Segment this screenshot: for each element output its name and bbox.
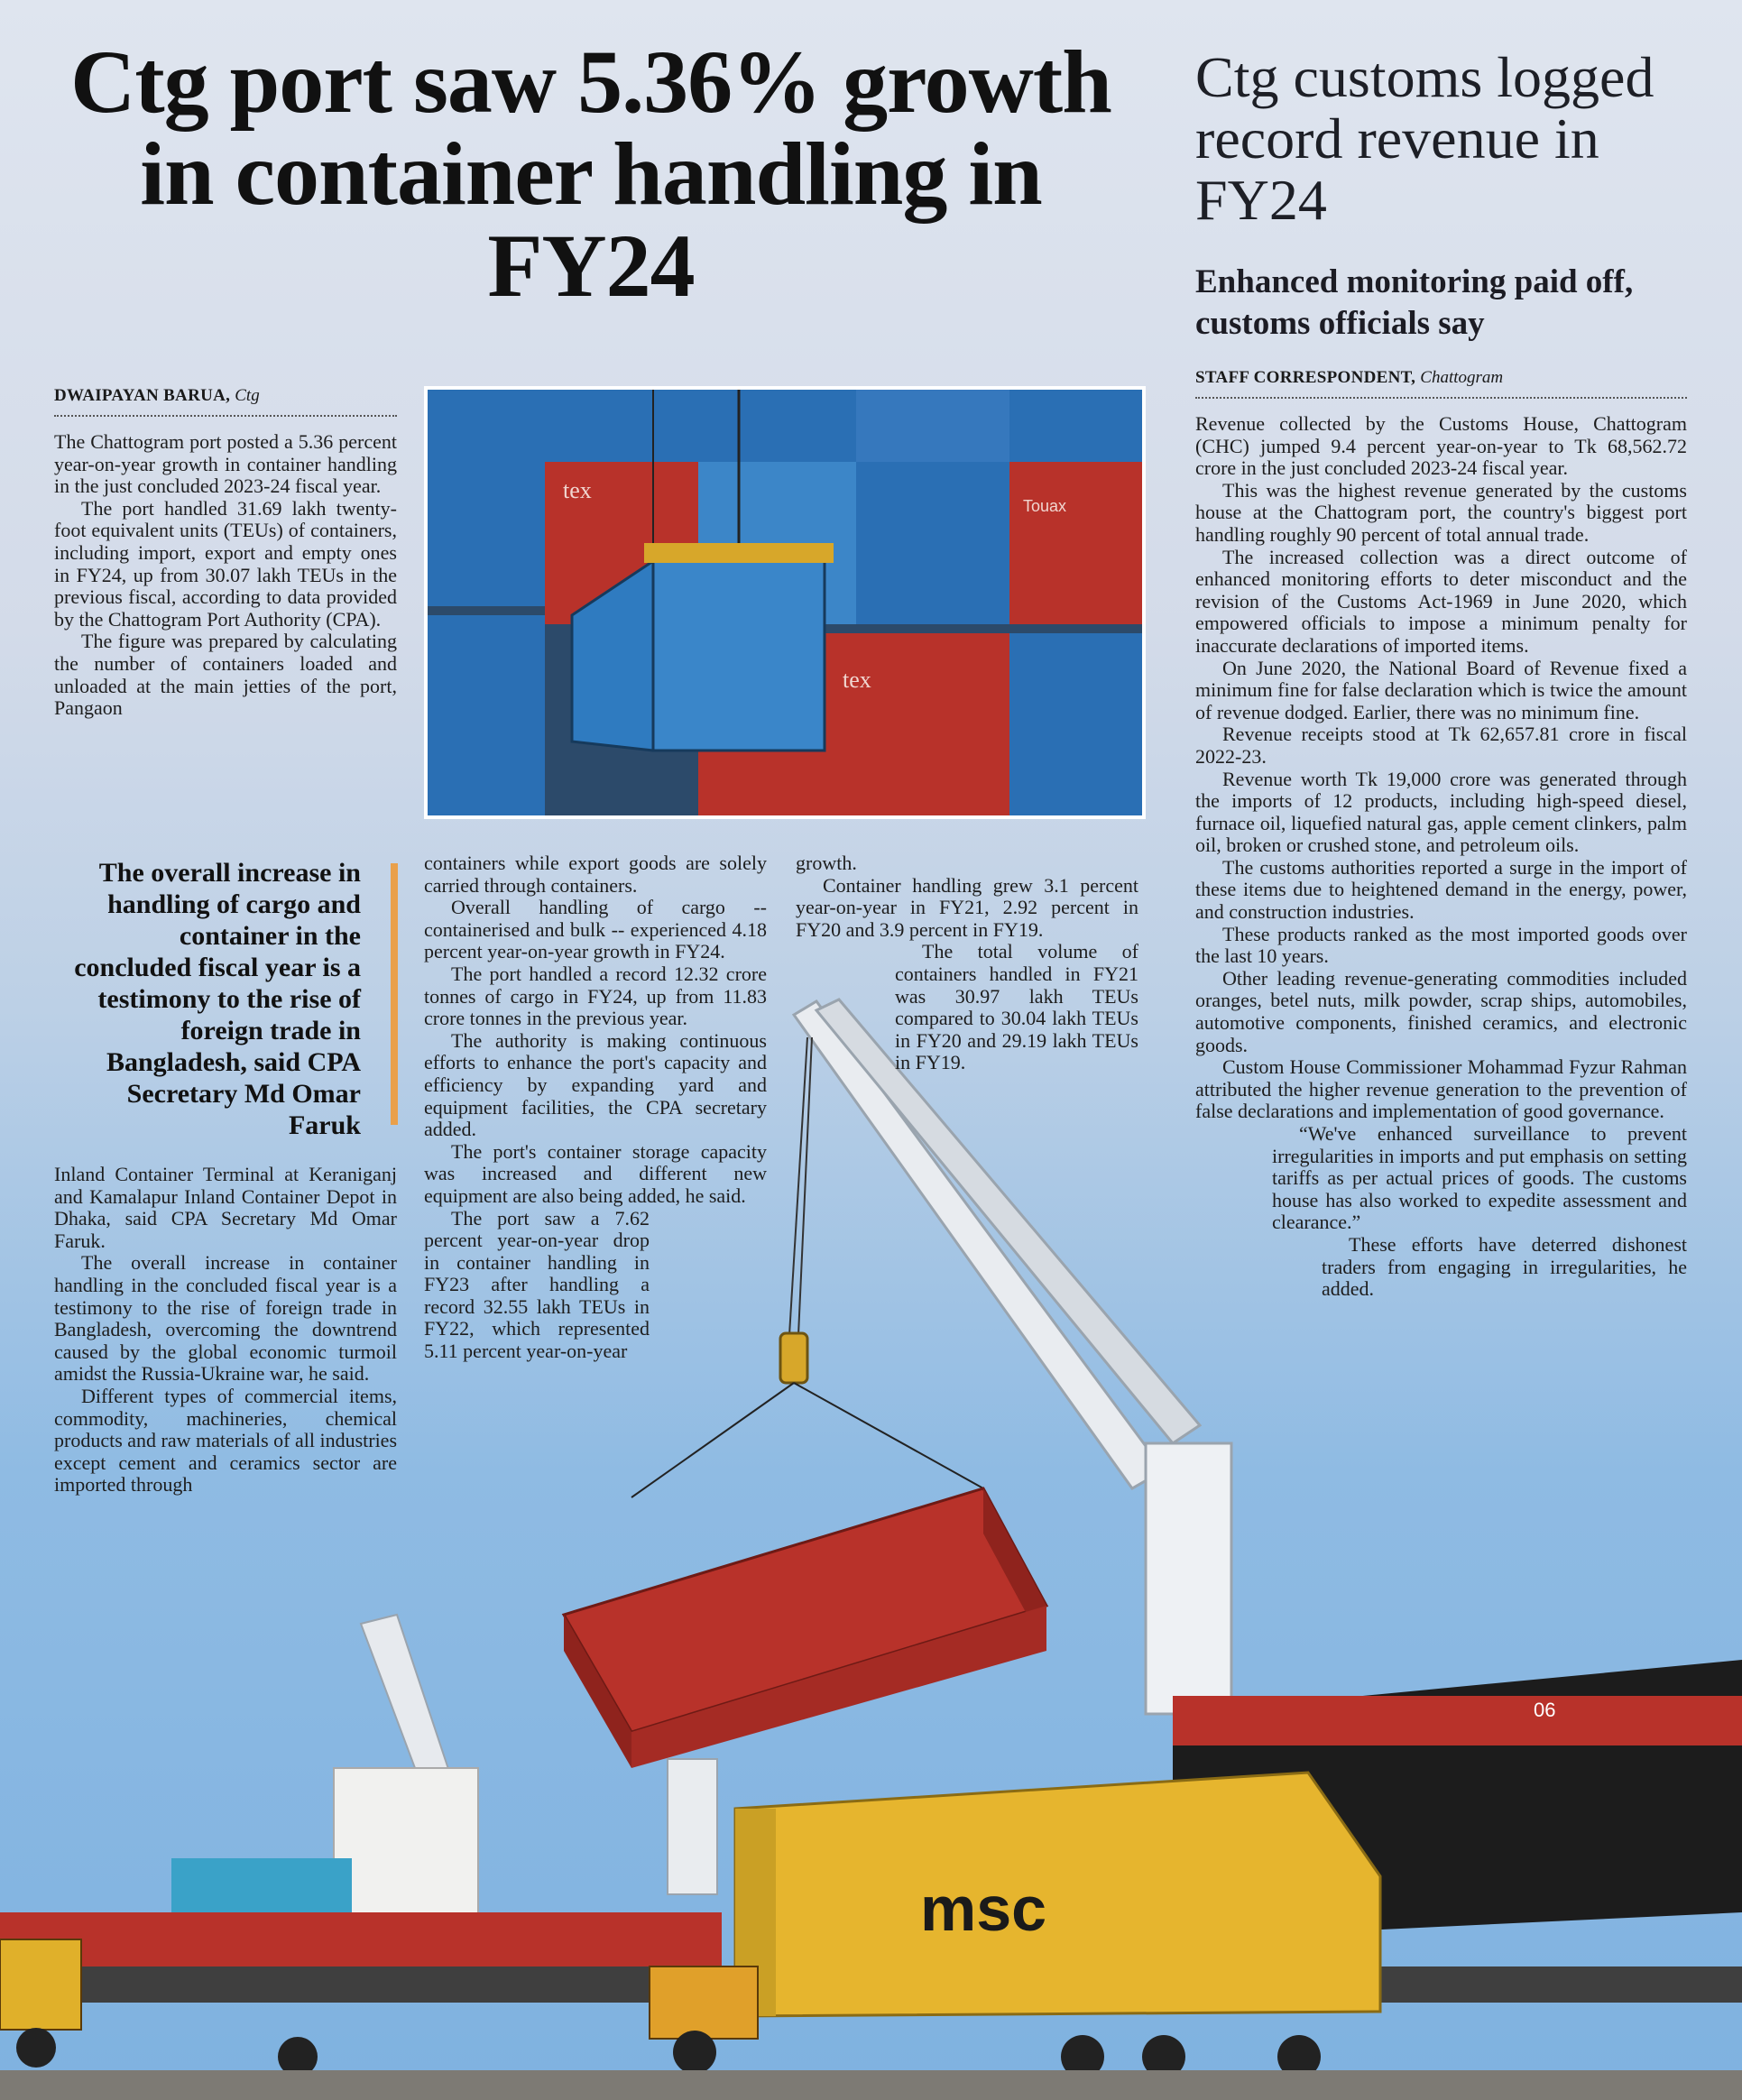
right-para: Custom House Commissioner Mohammad Fyzur Rahman attributed the higher revenue generation to the prevention of false declarations and implementation of good governance. xyxy=(1195,1055,1687,1123)
left-col1-para: Different types of commercial items, commodity, machineries, chemical products and raw materials of all industries except cement and ceramics sector are imported through xyxy=(54,1384,398,1497)
left-col1-para: The figure was prepared by calculating the number of containers loaded and unloaded at the main jetties of the port, Pangaon xyxy=(54,630,397,720)
left-col1-para: The overall increase in container handling in the concluded fiscal year is a testimony to the rise of foreign trade in Bangladesh, overcoming the downtrend caused by the global economic turmoil amidst the Russia-Ukraine war, he said. xyxy=(54,1251,397,1386)
secondary-subhead: Enhanced monitoring paid off, customs officials say xyxy=(1195,263,1634,342)
right-para: The increased collection was a direct outcome of enhanced monitoring efforts to deter misconduct and the revision of the Customs Act-1969 in June 2020, which empowered officials to impose a minimum penalty for inaccurate declarations of imported items. xyxy=(1195,545,1687,657)
right-para: On June 2020, the National Board of Revenue fixed a minimum fine for false declaration which is twice the amount of revenue dodged. Earlier, there was no minimum fine. xyxy=(1195,656,1687,723)
container-stack-photo xyxy=(424,386,1146,819)
secondary-headline: Ctg customs logged record revenue in FY24 xyxy=(1195,45,1654,232)
left-col3-para: growth. xyxy=(796,852,857,874)
left-col3-para: The total volume of containers handled in FY21 was 30.97 lakh TEUs compared to 30.04 lakh TEUs in FY20 and 29.19 lakh TEUs in FY19. xyxy=(895,940,1138,1074)
left-byline-place: Ctg xyxy=(235,386,260,405)
pull-quote: The overall increase in handling of cargo and container in the concluded fiscal year is a testimony to the rise of foreign trade in Bangladesh, said CPA Secretary Md Omar Faruk xyxy=(74,858,361,1140)
right-para: Revenue worth Tk 19,000 crore was generated through the imports of 12 products, including high-speed diesel, furnace oil, liquefied natural gas, apple cement clinkers, palm oil, broken or crushed stone, and petroleum oils. xyxy=(1195,767,1687,857)
right-para: The customs authorities reported a surge in the import of these items due to heightened demand in the energy, power, and construction industries. xyxy=(1195,855,1687,924)
right-para: This was the highest revenue generated by the customs house at the Chattogram port, the country's biggest port handling roughly 90 percent of total annual trade. xyxy=(1195,478,1687,546)
pull-quote-accent-bar xyxy=(391,863,398,1125)
left-byline-name: DWAIPAYAN BARUA, xyxy=(54,386,231,405)
right-byline xyxy=(1195,368,1503,388)
left-col2-para: The authority is making continuous efforts to enhance the port's capacity and efficiency by expanding yard and equipment facilities, the CPA secretary added. xyxy=(424,1028,767,1141)
container-brand-1: tex xyxy=(563,477,592,503)
main-headline: Ctg port saw 5.36% growth in container handling in FY24 xyxy=(70,32,1111,316)
right-para: Other leading revenue-generating commodities included oranges, betel nuts, milk powder, scrap ships, automobiles, automotive components, finished ceramics, and electronic goods. xyxy=(1195,966,1687,1056)
ship-number: 06 xyxy=(1534,1699,1556,1721)
right-para: “We've enhanced surveillance to prevent irregularities in imports and put emphasis on setting tariffs as per actual prices of goods. The customs house has also worked to expedite assessment and clearance.” xyxy=(1272,1122,1687,1234)
left-col2 xyxy=(424,852,767,1363)
left-col3 xyxy=(796,852,1138,1074)
suspended-container xyxy=(564,1488,1046,1768)
left-col2-para: Overall handling of cargo -- containerised and bulk -- experienced 4.18 percent year-on-year growth in FY24. xyxy=(424,896,767,963)
left-col2-para: containers while export goods are solely carried through containers. xyxy=(424,852,767,897)
msc-container xyxy=(735,1773,1380,2016)
right-byline-rule xyxy=(1195,397,1687,399)
right-byline-name: STAFF CORRESPONDENT, xyxy=(1195,368,1416,387)
right-para: Revenue receipts stood at Tk 62,657.81 crore in fiscal 2022-23. xyxy=(1195,723,1687,768)
right-para: These products ranked as the most imported goods over the last 10 years. xyxy=(1195,922,1687,968)
left-col2-para: The port handled a record 12.32 crore tonnes of cargo in FY24, up from 11.83 crore tonnes in the previous year. xyxy=(424,962,767,1030)
left-col3-para: Container handling grew 3.1 percent year-on-year in FY21, 2.92 percent in FY20 and 3.9 percent in FY19. xyxy=(796,873,1138,941)
right-para: Revenue collected by the Customs House, Chattogram (CHC) jumped 9.4 percent year-on-year to Tk 68,562.72 crore in the just concluded 2023-24 fiscal year. xyxy=(1195,412,1687,480)
left-col1 xyxy=(54,431,397,720)
left-col1-para: The port handled 31.69 lakh twenty-foot equivalent units (TEUs) of containers, including import, export and empty ones in FY24, up from 30.07 lakh TEUs in the previous fiscal, according to data provided by the Chattogram Port Authority (CPA). xyxy=(54,496,397,631)
right-byline-place: Chattogram xyxy=(1420,368,1504,387)
left-byline xyxy=(54,386,260,406)
right-story-body xyxy=(1195,413,1687,1301)
left-col2-para: The port saw a 7.62 percent year-on-year drop in container handling in FY23 after handling a record 32.55 lakh TEUs in FY22, which represented 5.11 percent year-on-year xyxy=(424,1206,650,1363)
left-col1-para: Inland Container Terminal at Keraniganj and Kamalapur Inland Container Depot in Dhaka, said CPA Secretary Md Omar Faruk. xyxy=(54,1163,397,1252)
container-brand-2: Touax xyxy=(1023,497,1067,515)
msc-logo: msc xyxy=(920,1874,1047,1944)
left-col1-para: The Chattogram port posted a 5.36 percent year-on-year growth in container handling in the just concluded 2023-24 fiscal year. xyxy=(54,430,397,498)
left-col1-continued xyxy=(54,1164,397,1497)
left-col2-para: The port's container storage capacity was increased and different new equipment are also being added, he said. xyxy=(424,1139,767,1207)
left-byline-rule xyxy=(54,415,397,417)
container-brand-3: tex xyxy=(843,667,871,693)
right-para: These efforts have deterred dishonest traders from engaging in irregularities, he added. xyxy=(1322,1232,1687,1301)
